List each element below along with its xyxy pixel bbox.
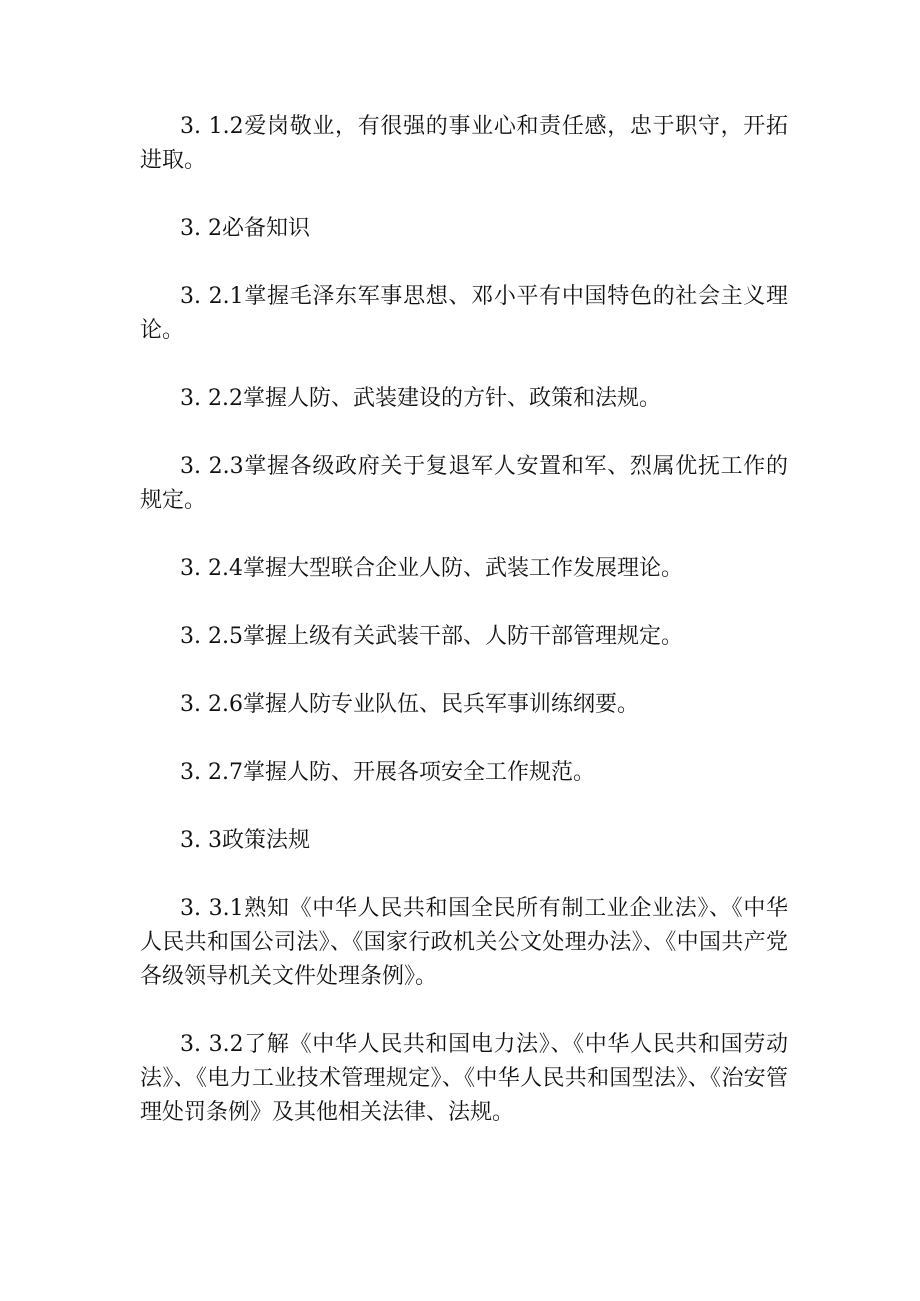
paragraph-3-3-2: 3. 3.2了解《中华人民共和国电力法》、《中华人民共和国劳动法》、《电力工业技术管理规定》、《中华人民共和国型法》、《治安管理处罚条例》及其他相关法律、法规。 [140, 1032, 788, 1125]
document-body [140, 110, 788, 1164]
section-heading-3-3: 3. 3政策法规 [180, 828, 310, 853]
paragraph-3-1-2: 3. 1.2爱岗敬业，有很强的事业心和责任感，忠于职守，开拓进取。 [140, 114, 788, 173]
paragraph-3-3-1: 3. 3.1熟知《中华人民共和国全民所有制工业企业法》、《中华人民共和国公司法》、《国家行政机关公文处理办法》、《中国共产党各级领导机关文件处理条例》。 [140, 896, 788, 989]
paragraph-3-2-7: 3. 2.7掌握人防、开展各项安全工作规范。 [180, 760, 595, 785]
paragraph-3-2-1: 3. 2.1掌握毛泽东军事思想、邓小平有中国特色的社会主义理论。 [140, 284, 788, 343]
paragraph-3-2-6: 3. 2.6掌握人防专业队伍、民兵军事训练纲要。 [180, 692, 639, 717]
paragraph-3-2-4: 3. 2.4掌握大型联合企业人防、武装工作发展理论。 [180, 556, 683, 581]
section-heading-3-2: 3. 2必备知识 [180, 216, 310, 241]
paragraph-3-2-3: 3. 2.3掌握各级政府关于复退军人安置和军、烈属优抚工作的规定。 [140, 454, 788, 513]
paragraph-3-2-2: 3. 2.2掌握人防、武装建设的方针、政策和法规。 [180, 386, 661, 411]
paragraph-3-2-5: 3. 2.5掌握上级有关武装干部、人防干部管理规定。 [180, 624, 683, 649]
